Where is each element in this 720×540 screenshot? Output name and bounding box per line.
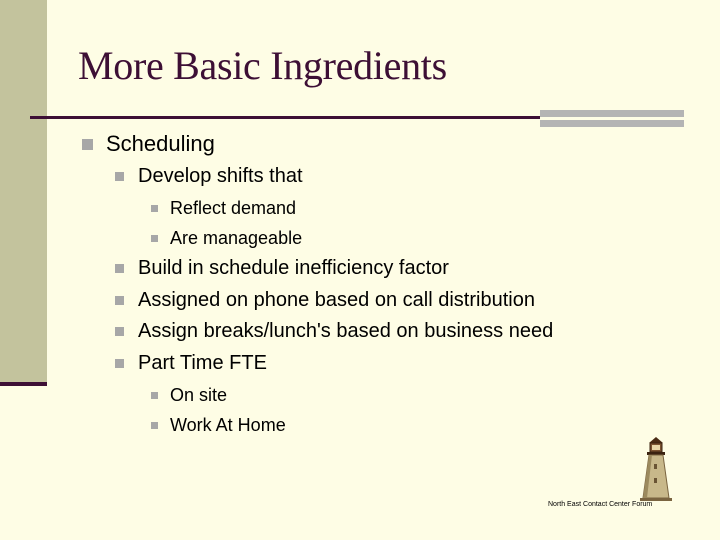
bullet-part-time-fte <box>115 352 267 375</box>
bullet-marker <box>151 422 158 429</box>
bullet-marker <box>151 392 158 399</box>
bullet-scheduling <box>82 131 215 157</box>
bullet-marker <box>115 296 124 305</box>
bullet-marker <box>82 139 93 150</box>
bullet-text: Are manageable <box>170 228 303 248</box>
bullet-marker <box>115 172 124 181</box>
bullet-work-at-home <box>151 415 286 436</box>
bullet-inefficiency-factor <box>115 257 449 280</box>
bullet-text: Assigned on phone based on call distribution <box>138 289 535 311</box>
title-rule <box>30 116 540 119</box>
bullet-call-distribution <box>115 289 535 312</box>
bullet-on-site <box>151 385 227 406</box>
title-rule-accent <box>540 110 684 127</box>
bullet-marker <box>151 205 158 212</box>
bullet-marker <box>115 264 124 273</box>
bullet-text: Assign breaks/lunch's based on business need <box>138 320 554 342</box>
side-band-line <box>0 382 47 386</box>
bullet-are-manageable <box>151 228 302 249</box>
bullet-text: Scheduling <box>106 131 215 156</box>
bullet-text: Work At Home <box>170 415 286 435</box>
lighthouse-icon <box>636 436 676 502</box>
slide-title: More Basic Ingredients <box>78 43 447 88</box>
bullet-text: Reflect demand <box>170 198 297 218</box>
bullet-text: Part Time FTE <box>138 352 267 374</box>
bullet-reflect-demand <box>151 198 296 219</box>
bullet-breaks-lunch <box>115 320 553 343</box>
bullet-develop-shifts <box>115 165 303 188</box>
bullet-text: Build in schedule inefficiency factor <box>138 257 449 279</box>
bullet-marker <box>151 235 158 242</box>
footer-text: North East Contact Center Forum <box>548 501 653 508</box>
bullet-marker <box>115 327 124 336</box>
bullet-text: On site <box>170 385 228 405</box>
bullet-marker <box>115 359 124 368</box>
bullet-text: Develop shifts that <box>138 165 303 187</box>
side-band <box>0 0 47 382</box>
